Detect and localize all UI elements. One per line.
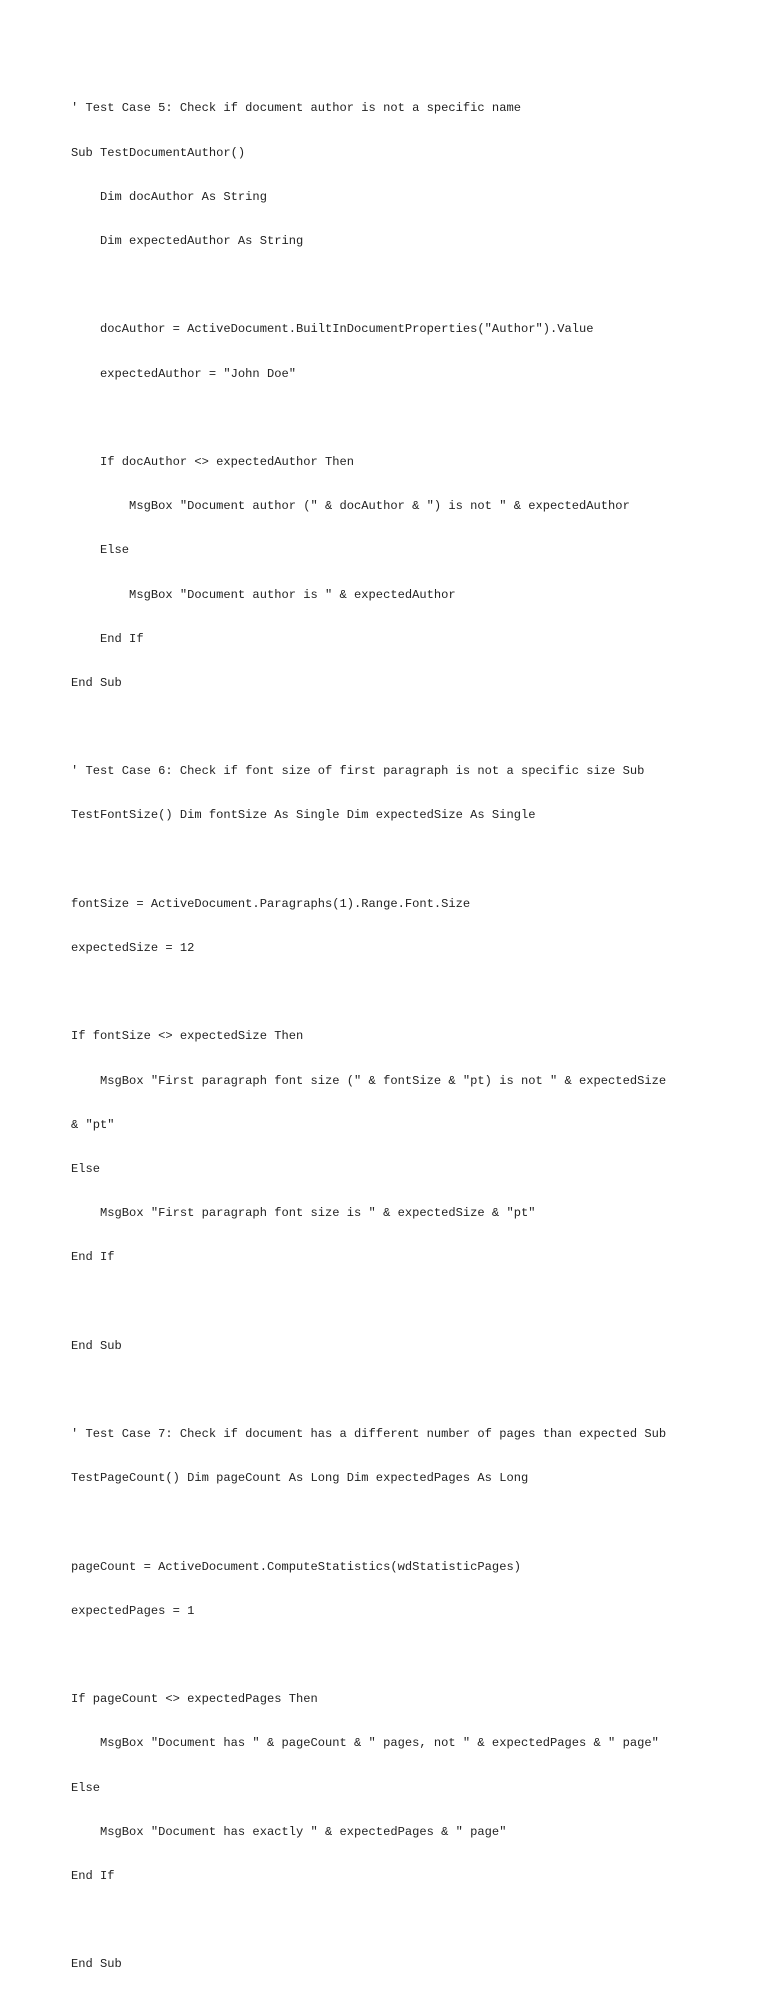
blank-line	[71, 411, 711, 426]
code-line: End Sub	[71, 1338, 122, 1353]
code-block	[71, 72, 711, 2002]
code-line: MsgBox "Document has exactly " & expectedPages & " page"	[71, 1824, 507, 1839]
blank-line	[71, 1515, 711, 1530]
blank-line	[71, 853, 711, 868]
code-line: Else	[71, 543, 130, 558]
code-line: Else	[71, 1780, 101, 1795]
code-line: TestFontSize() Dim fontSize As Single Dim expectedSize As Single	[71, 808, 536, 823]
code-line: End If	[71, 1250, 115, 1265]
code-line: ' Test Case 5: Check if document author is not a specific name	[71, 101, 521, 116]
code-line: End Sub	[71, 675, 122, 690]
code-line: ' Test Case 6: Check if font size of first paragraph is not a specific size Sub	[71, 764, 645, 779]
blank-line	[71, 1295, 711, 1310]
code-line: End Sub	[71, 1957, 122, 1972]
code-line: docAuthor = ActiveDocument.BuiltInDocumentProperties("Author").Value	[71, 322, 594, 337]
code-line: End If	[71, 1868, 115, 1883]
code-line: MsgBox "Document author is " & expectedAuthor	[71, 587, 456, 602]
code-line: If pageCount <> expectedPages Then	[71, 1692, 318, 1707]
blank-line	[71, 1383, 711, 1398]
code-line: pageCount = ActiveDocument.ComputeStatistics(wdStatisticPages)	[71, 1559, 521, 1574]
code-line: ' Test Case 7: Check if document has a different number of pages than expected Sub	[71, 1427, 667, 1442]
code-line: expectedPages = 1	[71, 1603, 195, 1618]
code-line: If docAuthor <> expectedAuthor Then	[71, 454, 355, 469]
code-line: End If	[71, 631, 144, 646]
code-line: expectedSize = 12	[71, 941, 195, 956]
code-line: Dim expectedAuthor As String	[71, 234, 304, 249]
blank-line	[71, 720, 711, 735]
code-line: & "pt"	[71, 1117, 115, 1132]
code-line: MsgBox "Document author (" & docAuthor & ") is not " & expectedAuthor	[71, 499, 630, 514]
code-line: MsgBox "First paragraph font size is " & expectedSize & "pt"	[71, 1206, 536, 1221]
code-line: fontSize = ActiveDocument.Paragraphs(1).Range.Font.Size	[71, 896, 471, 911]
blank-line	[71, 1648, 711, 1663]
blank-line	[71, 278, 711, 293]
code-line: expectedAuthor = "John Doe"	[71, 366, 296, 381]
code-line: Sub TestDocumentAuthor()	[71, 145, 246, 160]
code-line: MsgBox "Document has " & pageCount & " pages, not " & expectedPages & " page"	[71, 1736, 659, 1751]
blank-line	[71, 1913, 711, 1928]
code-line: If fontSize <> expectedSize Then	[71, 1029, 304, 1044]
blank-line	[71, 985, 711, 1000]
code-line: MsgBox "First paragraph font size (" & fontSize & "pt) is not " & expectedSize	[71, 1073, 667, 1088]
code-line: Else	[71, 1161, 101, 1176]
code-line: Dim docAuthor As String	[71, 189, 267, 204]
code-line: TestPageCount() Dim pageCount As Long Dim expectedPages As Long	[71, 1471, 529, 1486]
